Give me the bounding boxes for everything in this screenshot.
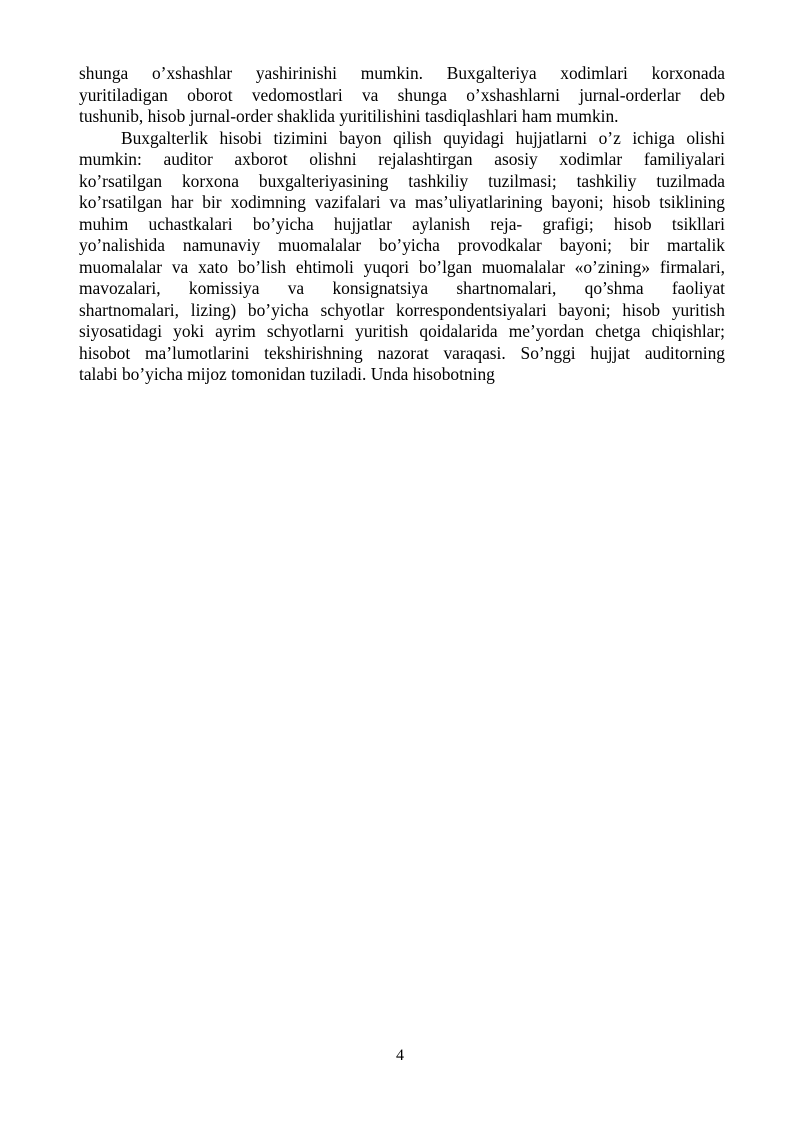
- text-line: hisobot ma’lumotlarini tekshirishning nazorat varaqasi. So’nggi hujjat auditorning: [79, 342, 725, 363]
- text-line: Buxgalterlik hisobi tizimini bayon qilish quyidagi hujjatlarni o’z ichiga olishi: [121, 127, 725, 148]
- text-line: siyosatidagi yoki ayrim schyotlarni yuritish qoidalarida me’yordan chetga chiqishlar;: [79, 321, 725, 341]
- text-line: talabi bo’yicha mijoz tomonidan tuziladi. Unda hisobotning: [79, 364, 495, 384]
- text-line: mumkin: auditor axborot olishni rejalashtirgan asosiy xodimlar familiyalari: [79, 149, 725, 169]
- text-line: yuritiladigan oborot vedomostlari va shunga o’xshashlarni jurnal-orderlar deb: [79, 84, 725, 105]
- text-line: shartnomalari, lizing) bo’yicha schyotlar korrespondentsiyalari bayoni; hisob yuritish: [79, 299, 725, 320]
- body-text: [79, 63, 725, 386]
- text-line: ko’rsatilgan korxona buxgalteriyasining tashkiliy tuzilmasi; tashkiliy tuzilmada: [79, 170, 725, 191]
- text-line: yo’nalishida namunaviy muomalalar bo’yicha provodkalar bayoni; bir martalik: [79, 235, 725, 255]
- text-line: muhim uchastkalari bo’yicha hujjatlar aylanish reja- grafigi; hisob tsikllari: [79, 213, 725, 234]
- text-line: ko’rsatilgan har bir xodimning vazifalari va mas’uliyatlarining bayoni; hisob tsiklining: [79, 192, 725, 212]
- page-number: 4: [396, 1047, 404, 1064]
- text-line: shunga o’xshashlar yashirinishi mumkin. Buxgalteriya xodimlari korxonada: [79, 63, 725, 83]
- text-line: tushunib, hisob jurnal-order shaklida yuritilishini tasdiqlashlari ham mumkin.: [79, 106, 619, 126]
- text-line: muomalalar va xato bo’lish ehtimoli yuqori bo’lgan muomalalar «o’zining» firmalari,: [79, 256, 725, 277]
- text-line: mavozalari, komissiya va konsignatsiya shartnomalari, qo’shma faoliyat: [79, 278, 725, 298]
